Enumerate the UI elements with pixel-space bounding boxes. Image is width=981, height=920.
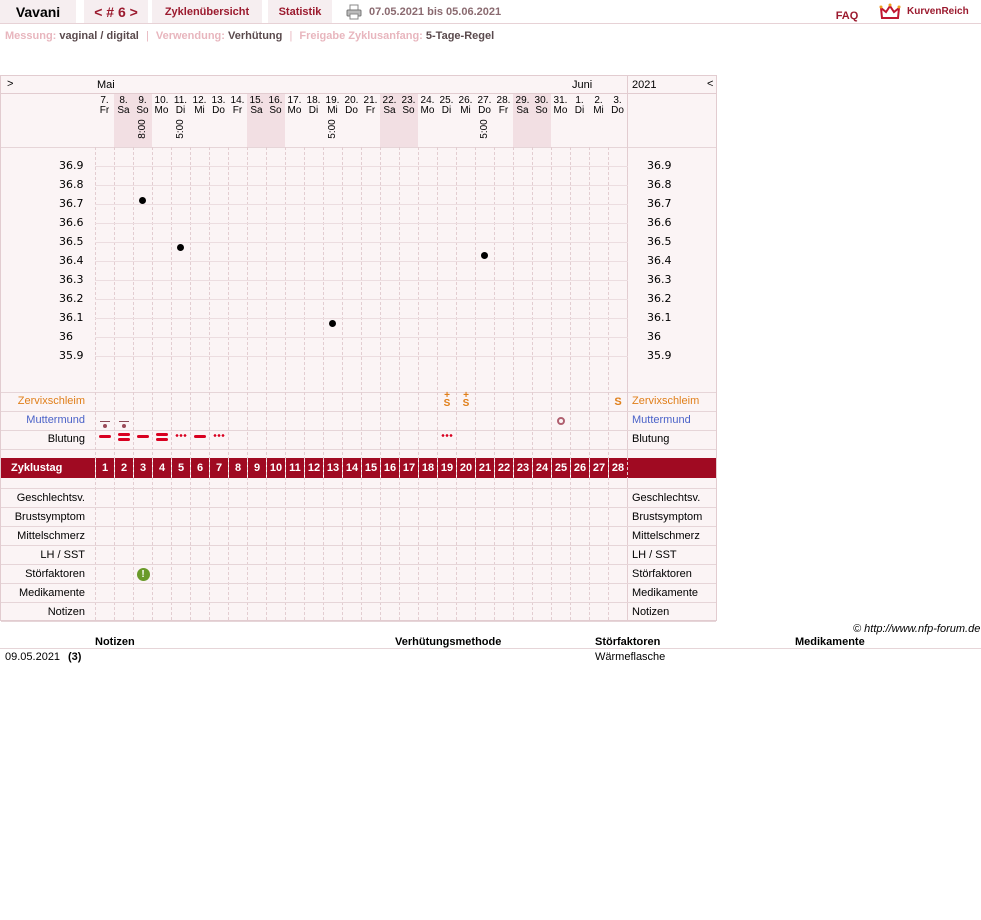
temp-tick-right: 36.5: [647, 235, 672, 248]
temp-tick-left: 36.6: [59, 216, 84, 229]
day-header[interactable]: [266, 94, 285, 147]
grid-vline: [399, 147, 400, 620]
day-header[interactable]: [361, 94, 380, 147]
grid-hline: [95, 223, 628, 224]
measure-time: 5:00: [479, 119, 490, 139]
row-separator: [1, 583, 716, 584]
stoerfaktor-icon[interactable]: !: [137, 568, 150, 581]
day-number: 14.: [230, 95, 245, 106]
cycle-day-number[interactable]: 24: [532, 458, 551, 478]
row-label-sex: Geschlechtsv.: [16, 492, 85, 504]
cycle-day-number[interactable]: 26: [570, 458, 589, 478]
grid-hline: [95, 337, 628, 338]
day-number: 24.: [420, 95, 435, 106]
weekday: Fr: [232, 105, 243, 116]
day-header[interactable]: [209, 94, 228, 147]
note-date: 09.05.2021: [5, 651, 61, 663]
grid-vline: [228, 147, 229, 620]
cycle-day-number[interactable]: 6: [190, 458, 209, 478]
day-header[interactable]: [304, 94, 323, 147]
grid-hline: [95, 318, 628, 319]
temp-tick-left: 36.7: [59, 197, 84, 210]
row-label-right-sex: Geschlechtsv.: [632, 492, 701, 504]
temp-tick-right: 36.4: [647, 254, 672, 267]
row-label-notizen: Notizen: [47, 606, 85, 618]
temp-tick-right: 35.9: [647, 349, 672, 362]
zervix-mark[interactable]: + S: [462, 390, 470, 409]
bleeding-strong-a[interactable]: [118, 433, 130, 436]
cycle-day-number[interactable]: 16: [380, 458, 399, 478]
cycle-day-number[interactable]: 21: [475, 458, 494, 478]
temp-tick-left: 36.1: [59, 311, 84, 324]
grid-vline: [285, 147, 286, 620]
day-header[interactable]: [418, 94, 437, 147]
cycle-day-number[interactable]: 12: [304, 458, 323, 478]
grid-vline: [361, 147, 362, 620]
weekday: Do: [345, 105, 358, 116]
cycle-day-number[interactable]: 17: [399, 458, 418, 478]
grid-vline: [209, 147, 210, 620]
row-label-lh: LH / SST: [40, 549, 85, 561]
grid-vline: [190, 147, 191, 620]
grid-vline: [551, 147, 552, 620]
day-number: 11.: [173, 95, 188, 106]
temperature-point[interactable]: [481, 252, 488, 259]
cycle-day-number[interactable]: 5: [171, 458, 190, 478]
grid-hline: [95, 166, 628, 167]
row-label-right-stoer: Störfaktoren: [632, 568, 692, 580]
row-label-right-brust: Brustsymptom: [632, 511, 703, 523]
logo-text: KurvenReich: [907, 6, 969, 17]
row-separator: [1, 564, 716, 565]
temp-tick-left: 36.3: [59, 273, 84, 286]
weekday: Di: [175, 105, 186, 116]
cycle-day-number[interactable]: 2: [114, 458, 133, 478]
day-header[interactable]: [570, 94, 589, 147]
day-number: 8.: [119, 95, 128, 106]
month-label: Mai: [97, 79, 115, 91]
day-number: 1.: [575, 95, 584, 106]
notes-header-medi: Medikamente: [795, 636, 865, 648]
weekday: Fr: [99, 105, 110, 116]
printer-icon[interactable]: [345, 0, 363, 23]
grid-vline: [589, 147, 590, 620]
zervix-mark[interactable]: S: [614, 396, 622, 408]
grid-vline: [627, 147, 628, 620]
bleeding-spotting[interactable]: [175, 434, 187, 437]
day-header[interactable]: [247, 94, 266, 147]
notes-header-notizen: Notizen: [95, 636, 135, 648]
grid-vline: [475, 147, 476, 620]
weekday: Sa: [117, 105, 130, 116]
muttermund-line[interactable]: [100, 421, 110, 422]
temp-tick-right: 36.9: [647, 159, 672, 172]
cycle-day-number[interactable]: 19: [437, 458, 456, 478]
weekday: Mo: [287, 105, 302, 116]
weekday: Fr: [365, 105, 376, 116]
day-header[interactable]: [190, 94, 209, 147]
day-number: 28.: [496, 95, 511, 106]
grid-hline: [95, 356, 628, 357]
temp-tick-left: 36.2: [59, 292, 84, 305]
day-number: 30.: [534, 95, 549, 106]
cycle-overview-link[interactable]: Zyklenübersicht: [152, 0, 262, 23]
messung-value: vaginal / digital: [59, 30, 139, 42]
weekday: Sa: [383, 105, 396, 116]
cycle-day-number[interactable]: 10: [266, 458, 285, 478]
crown-icon: [879, 3, 901, 21]
day-number: 25.: [439, 95, 454, 106]
weekday: Mi: [327, 105, 338, 116]
cycle-day-number[interactable]: 4: [152, 458, 171, 478]
grid-vline: [418, 147, 419, 620]
day-number: 27.: [477, 95, 492, 106]
temp-tick-left: 36.4: [59, 254, 84, 267]
row-label-medi: Medikamente: [18, 587, 85, 599]
row-label-right-lh: LH / SST: [632, 549, 677, 561]
day-number: 13.: [211, 95, 226, 106]
row-label-right-notizen: Notizen: [632, 606, 670, 618]
grid-hline: [95, 242, 628, 243]
grid-hline: [95, 280, 628, 281]
day-number: 16.: [268, 95, 283, 106]
temp-tick-right: 36.3: [647, 273, 672, 286]
verwendung-label: Verwendung:: [155, 30, 225, 42]
statistics-link[interactable]: Statistik: [268, 0, 332, 23]
freigabe-value: 5-Tage-Regel: [425, 30, 495, 42]
cycle-nav[interactable]: < # 6 >: [84, 0, 148, 23]
day-number: 18.: [306, 95, 321, 106]
temp-tick-right: 36.7: [647, 197, 672, 210]
bleeding-strong-b[interactable]: [118, 438, 130, 441]
day-header[interactable]: [589, 94, 608, 147]
day-number: 17.: [287, 95, 302, 106]
day-number: 21.: [363, 95, 378, 106]
temp-tick-left: 36: [59, 330, 73, 343]
day-header[interactable]: [285, 94, 304, 147]
notes-header-stoer: Störfaktoren: [595, 636, 661, 648]
cycle-day-number[interactable]: 8: [228, 458, 247, 478]
copyright: © http://www.nfp-forum.de: [853, 623, 981, 635]
grid-vline: [456, 147, 457, 620]
day-header[interactable]: [133, 94, 152, 147]
day-header[interactable]: [513, 94, 532, 147]
row-label-right-mittel: Mittelschmerz: [632, 530, 700, 542]
weekday: Mi: [194, 105, 205, 116]
grid-vline: [95, 147, 96, 620]
grid-vline: [152, 147, 153, 620]
cycle-day-number[interactable]: 1: [95, 458, 114, 478]
freigabe-label: Freigabe Zyklusanfang:: [299, 30, 423, 42]
year-label: 2021: [632, 79, 657, 91]
day-header[interactable]: [95, 94, 114, 147]
user-name: Vavani: [0, 0, 76, 23]
note-cycle-day: (3): [68, 651, 82, 663]
bleeding-strong-b[interactable]: [156, 438, 168, 441]
weekday: So: [402, 105, 415, 116]
grid-vline: [266, 147, 267, 620]
cycle-day-number[interactable]: 28: [608, 458, 627, 478]
day-header[interactable]: [171, 94, 190, 147]
day-number: 19.: [325, 95, 340, 106]
temp-tick-left: 35.9: [59, 349, 84, 362]
row-separator: [1, 488, 716, 489]
day-header[interactable]: [114, 94, 133, 147]
cycle-day-number[interactable]: 27: [589, 458, 608, 478]
row-label-mittel: Mittelschmerz: [17, 530, 85, 542]
temperature-point[interactable]: [177, 244, 184, 251]
temp-tick-right: 36.2: [647, 292, 672, 305]
bleeding-spotting[interactable]: [441, 434, 453, 437]
weekday: Mo: [553, 105, 568, 116]
row-label-right-medi: Medikamente: [632, 587, 699, 599]
weekday: Mo: [420, 105, 435, 116]
weekday: Do: [212, 105, 225, 116]
day-header[interactable]: [399, 94, 418, 147]
nav-next[interactable]: <: [707, 78, 714, 90]
temp-tick-right: 36.1: [647, 311, 672, 324]
grid-vline: [304, 147, 305, 620]
day-header[interactable]: [494, 94, 513, 147]
temp-tick-right: 36.8: [647, 178, 672, 191]
weekday: Fr: [498, 105, 509, 116]
day-number: 26.: [458, 95, 473, 106]
weekday: So: [269, 105, 282, 116]
zervix-label: Zervixschleim: [17, 395, 85, 407]
day-header[interactable]: [456, 94, 475, 147]
zervix-mark[interactable]: + S: [443, 390, 451, 409]
day-number: 29.: [515, 95, 530, 106]
zervix-label-right: Zervixschleim: [632, 395, 700, 407]
row-separator: [1, 545, 716, 546]
cycle-day-number[interactable]: 11: [285, 458, 304, 478]
cycle-day-number[interactable]: 13: [323, 458, 342, 478]
day-number: 7.: [100, 95, 109, 106]
weekday: Sa: [250, 105, 263, 116]
grid-vline: [513, 147, 514, 620]
day-header[interactable]: [532, 94, 551, 147]
day-header[interactable]: [323, 94, 342, 147]
muttermund-dot[interactable]: [103, 424, 107, 428]
day-header[interactable]: [380, 94, 399, 147]
cycle-day-number[interactable]: 15: [361, 458, 380, 478]
cycle-day-number[interactable]: 22: [494, 458, 513, 478]
blutung-label-right: Blutung: [632, 433, 670, 445]
day-header[interactable]: [342, 94, 361, 147]
day-header[interactable]: [152, 94, 171, 147]
grid-vline: [247, 147, 248, 620]
row-separator: [1, 526, 716, 527]
cycle-day-number[interactable]: 23: [513, 458, 532, 478]
temperature-point[interactable]: [329, 320, 336, 327]
top-bar: [0, 0, 981, 24]
grid-hline: [95, 261, 628, 262]
note-stoerfaktor: Wärmeflasche: [595, 651, 666, 663]
day-header[interactable]: [475, 94, 494, 147]
cycle-day-number[interactable]: 25: [551, 458, 570, 478]
day-number: 20.: [344, 95, 359, 106]
temperature-point[interactable]: [139, 197, 146, 204]
bleeding-medium[interactable]: [194, 435, 206, 438]
grid-vline: [437, 147, 438, 620]
cycle-day-number[interactable]: 20: [456, 458, 475, 478]
cycle-day-number[interactable]: 7: [209, 458, 228, 478]
weekday: Do: [478, 105, 491, 116]
day-number: 9.: [138, 95, 147, 106]
row-separator: [1, 507, 716, 508]
cycle-day-number[interactable]: 14: [342, 458, 361, 478]
day-number: 22.: [382, 95, 397, 106]
weekday: Mi: [593, 105, 604, 116]
grid-hline: [95, 299, 628, 300]
weekday: Mo: [154, 105, 169, 116]
temp-tick-right: 36.6: [647, 216, 672, 229]
grid-vline: [342, 147, 343, 620]
muttermund-label-right: Muttermund: [632, 414, 691, 426]
verwendung-value: Verhütung: [227, 30, 283, 42]
day-number: 23.: [401, 95, 416, 106]
bleeding-spotting[interactable]: [213, 434, 225, 437]
day-header[interactable]: [437, 94, 456, 147]
bleeding-medium[interactable]: [99, 435, 111, 438]
grid-vline: [171, 147, 172, 620]
grid-vline: [570, 147, 571, 620]
weekday: Di: [441, 105, 452, 116]
cycle-day-number[interactable]: 9: [247, 458, 266, 478]
notes-header-methode: Verhütungsmethode: [395, 636, 502, 648]
day-number: 2.: [594, 95, 603, 106]
temp-tick-left: 36.5: [59, 235, 84, 248]
day-number: 12.: [192, 95, 207, 106]
grid-hline: [95, 185, 628, 186]
bleeding-strong-a[interactable]: [156, 433, 168, 436]
row-separator: [1, 602, 716, 603]
temp-tick-left: 36.8: [59, 178, 84, 191]
cycle-chart: [0, 75, 717, 621]
zyklustag-label: Zyklustag: [11, 462, 63, 474]
measure-time: 5:00: [175, 119, 186, 139]
blutung-label: Blutung: [47, 433, 85, 445]
messung-label: Messung:: [5, 30, 57, 42]
measure-time: 5:00: [327, 119, 338, 139]
cycle-day-number[interactable]: 3: [133, 458, 152, 478]
settings-line: Messung: vaginal / digital | Verwendung: Verhütung | Freigabe Zyklusanfang: 5-Tage-Regel: [5, 30, 495, 42]
grid-vline: [133, 147, 134, 620]
day-header[interactable]: [608, 94, 627, 147]
muttermund-open[interactable]: [557, 417, 565, 425]
day-number: 15.: [249, 95, 264, 106]
day-number: 3.: [613, 95, 622, 106]
grid-vline: [532, 147, 533, 620]
grid-vline: [494, 147, 495, 620]
weekday: Di: [574, 105, 585, 116]
weekday: Di: [308, 105, 319, 116]
date-range: 07.05.2021 bis 05.06.2021: [369, 5, 502, 18]
kurvenreich-logo[interactable]: [879, 0, 981, 23]
grid-vline: [114, 147, 115, 620]
weekday: Do: [611, 105, 624, 116]
muttermund-line[interactable]: [119, 421, 129, 422]
muttermund-dot[interactable]: [122, 424, 126, 428]
grid-hline: [95, 204, 628, 205]
grid-vline: [608, 147, 609, 620]
weekday: Mi: [460, 105, 471, 116]
bleeding-medium[interactable]: [137, 435, 149, 438]
cycle-day-number[interactable]: 18: [418, 458, 437, 478]
temp-tick-left: 36.9: [59, 159, 84, 172]
weekday: Sa: [516, 105, 529, 116]
weekday: So: [535, 105, 548, 116]
grid-vline: [323, 147, 324, 620]
grid-vline: [380, 147, 381, 620]
faq-link[interactable]: FAQ: [835, 9, 859, 22]
row-label-stoer: Störfaktoren: [25, 568, 85, 580]
day-header[interactable]: [551, 94, 570, 147]
weekday: So: [136, 105, 149, 116]
month-label: Juni: [572, 79, 593, 91]
muttermund-label: Muttermund: [26, 414, 85, 426]
measure-time: 8:00: [137, 119, 148, 139]
day-number: 31.: [553, 95, 568, 106]
nav-prev[interactable]: >: [7, 78, 14, 90]
day-number: 10.: [154, 95, 169, 106]
temp-tick-right: 36: [647, 330, 661, 343]
row-separator: [1, 621, 716, 622]
row-label-brust: Brustsymptom: [14, 511, 85, 523]
day-header[interactable]: [228, 94, 247, 147]
